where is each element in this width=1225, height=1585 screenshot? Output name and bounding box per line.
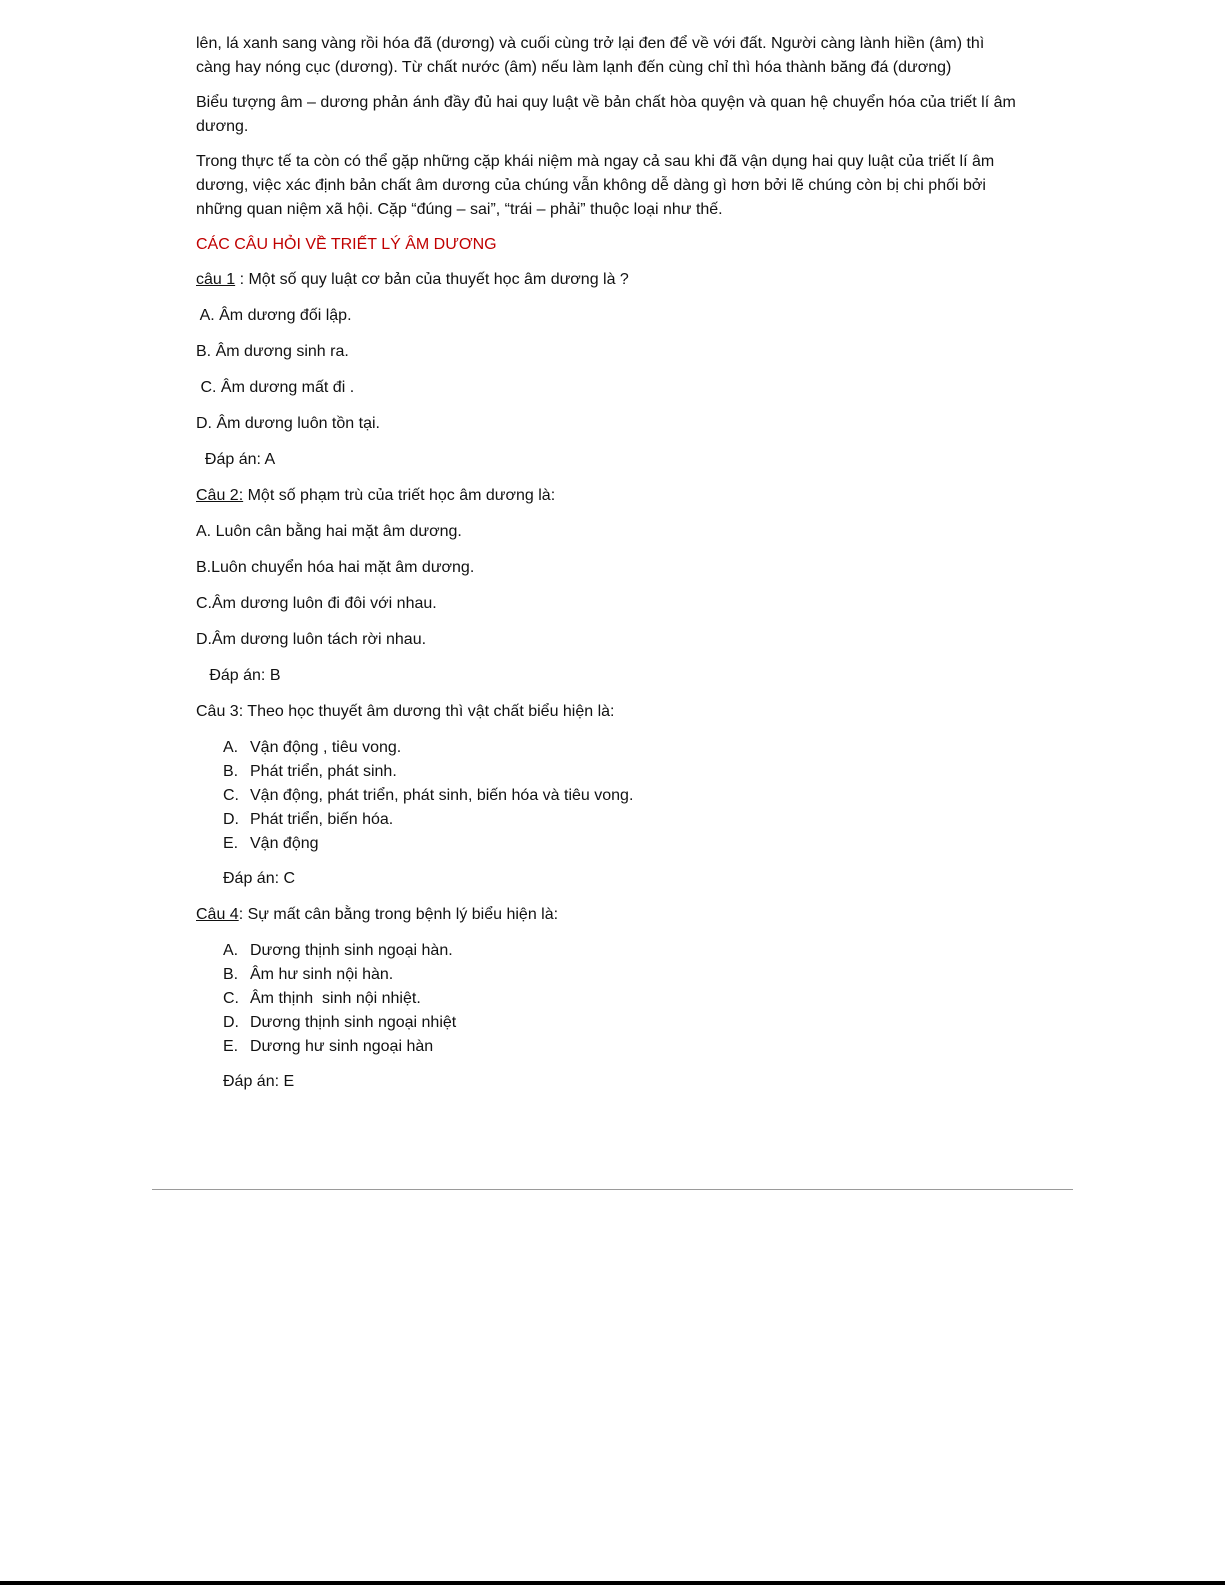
question-4-option-e: E. Dương hư sinh ngoại hàn: [223, 1038, 434, 1055]
section-heading: CÁC CÂU HỎI VỀ TRIẾT LÝ ÂM DƯƠNG: [196, 236, 497, 253]
question-4-answer: Đáp án: E: [223, 1073, 295, 1090]
question-4-label: Câu 4: [196, 906, 239, 923]
intro-paragraph-1: lên, lá xanh sang vàng rồi hóa đã (dương) và cuối cùng trở lại đen để về với đất. Người càng lành hiền (âm) thì càng hay nóng cục (dương). Từ chất nước (âm) nếu làm lạnh đến cùng chỉ thì hóa thành băng đá (dương): [196, 35, 985, 76]
question-1-answer: Đáp án: A: [196, 451, 276, 468]
question-1-option-b: B. Âm dương sinh ra.: [196, 343, 349, 360]
question-3-option-e: E. Vận động: [223, 835, 319, 852]
document-body: [196, 32, 1021, 1106]
question-3-options: [196, 736, 1021, 856]
question-1: [196, 268, 1021, 292]
page-divider: [152, 1189, 1073, 1190]
question-2-text: Một số phạm trù của triết học âm dương là:: [243, 487, 556, 504]
question-1-option-d: D. Âm dương luôn tồn tại.: [196, 415, 380, 432]
question-1-option-c: C. Âm dương mất đi .: [196, 379, 355, 396]
question-2-answer: Đáp án: B: [196, 667, 281, 684]
question-3: Câu 3: Theo học thuyết âm dương thì vật chất biểu hiện là:: [196, 703, 615, 720]
question-4-option-d: D. Dương thịnh sinh ngoại nhiệt: [223, 1014, 457, 1031]
question-4: [196, 903, 1021, 927]
intro-paragraph-3: Trong thực tế ta còn có thể gặp những cặp khái niệm mà ngay cả sau khi đã vận dụng hai quy luật của triết lí âm dương, việc xác định bản chất âm dương của chúng vẫn không dễ dàng gì hơn bởi lẽ chúng còn bị chi phối bởi những quan niệm xã hội. Cặp “đúng – sai”, “trái – phải” thuộc loại như thế.: [196, 153, 995, 218]
question-4-text: : Sự mất cân bằng trong bệnh lý biểu hiện là:: [238, 906, 559, 923]
question-1-label: câu 1: [196, 271, 236, 288]
question-4-option-c: C. Âm thịnh sinh nội nhiệt.: [223, 990, 421, 1007]
question-3-option-a: A. Vận động , tiêu vong.: [223, 739, 402, 756]
question-3-option-d: D. Phát triển, biến hóa.: [223, 811, 394, 828]
question-2-option-c: C.Âm dương luôn đi đôi với nhau.: [196, 595, 437, 612]
question-3-answer: Đáp án: C: [223, 870, 296, 887]
bottom-edge-bar: [0, 1581, 1225, 1585]
question-1-option-a: A. Âm dương đối lập.: [196, 307, 352, 324]
question-4-option-a: A. Dương thịnh sinh ngoại hàn.: [223, 942, 453, 959]
question-1-text: : Một số quy luật cơ bản của thuyết học âm dương là ?: [235, 271, 629, 288]
intro-paragraph-2: Biểu tượng âm – dương phản ánh đầy đủ hai quy luật về bản chất hòa quyện và quan hệ chuyển hóa của triết lí âm dương.: [196, 94, 1016, 135]
question-2-option-b: B.Luôn chuyển hóa hai mặt âm dương.: [196, 559, 475, 576]
question-4-option-b: B. Âm hư sinh nội hàn.: [223, 966, 394, 983]
question-2-label: Câu 2:: [196, 487, 244, 504]
question-2: [196, 484, 1021, 508]
question-3-option-b: B. Phát triển, phát sinh.: [223, 763, 397, 780]
question-4-options: [196, 939, 1021, 1059]
question-2-option-a: A. Luôn cân bằng hai mặt âm dương.: [196, 523, 462, 540]
question-3-option-c: C. Vận động, phát triển, phát sinh, biến hóa và tiêu vong.: [223, 787, 634, 804]
question-2-option-d: D.Âm dương luôn tách rời nhau.: [196, 631, 427, 648]
